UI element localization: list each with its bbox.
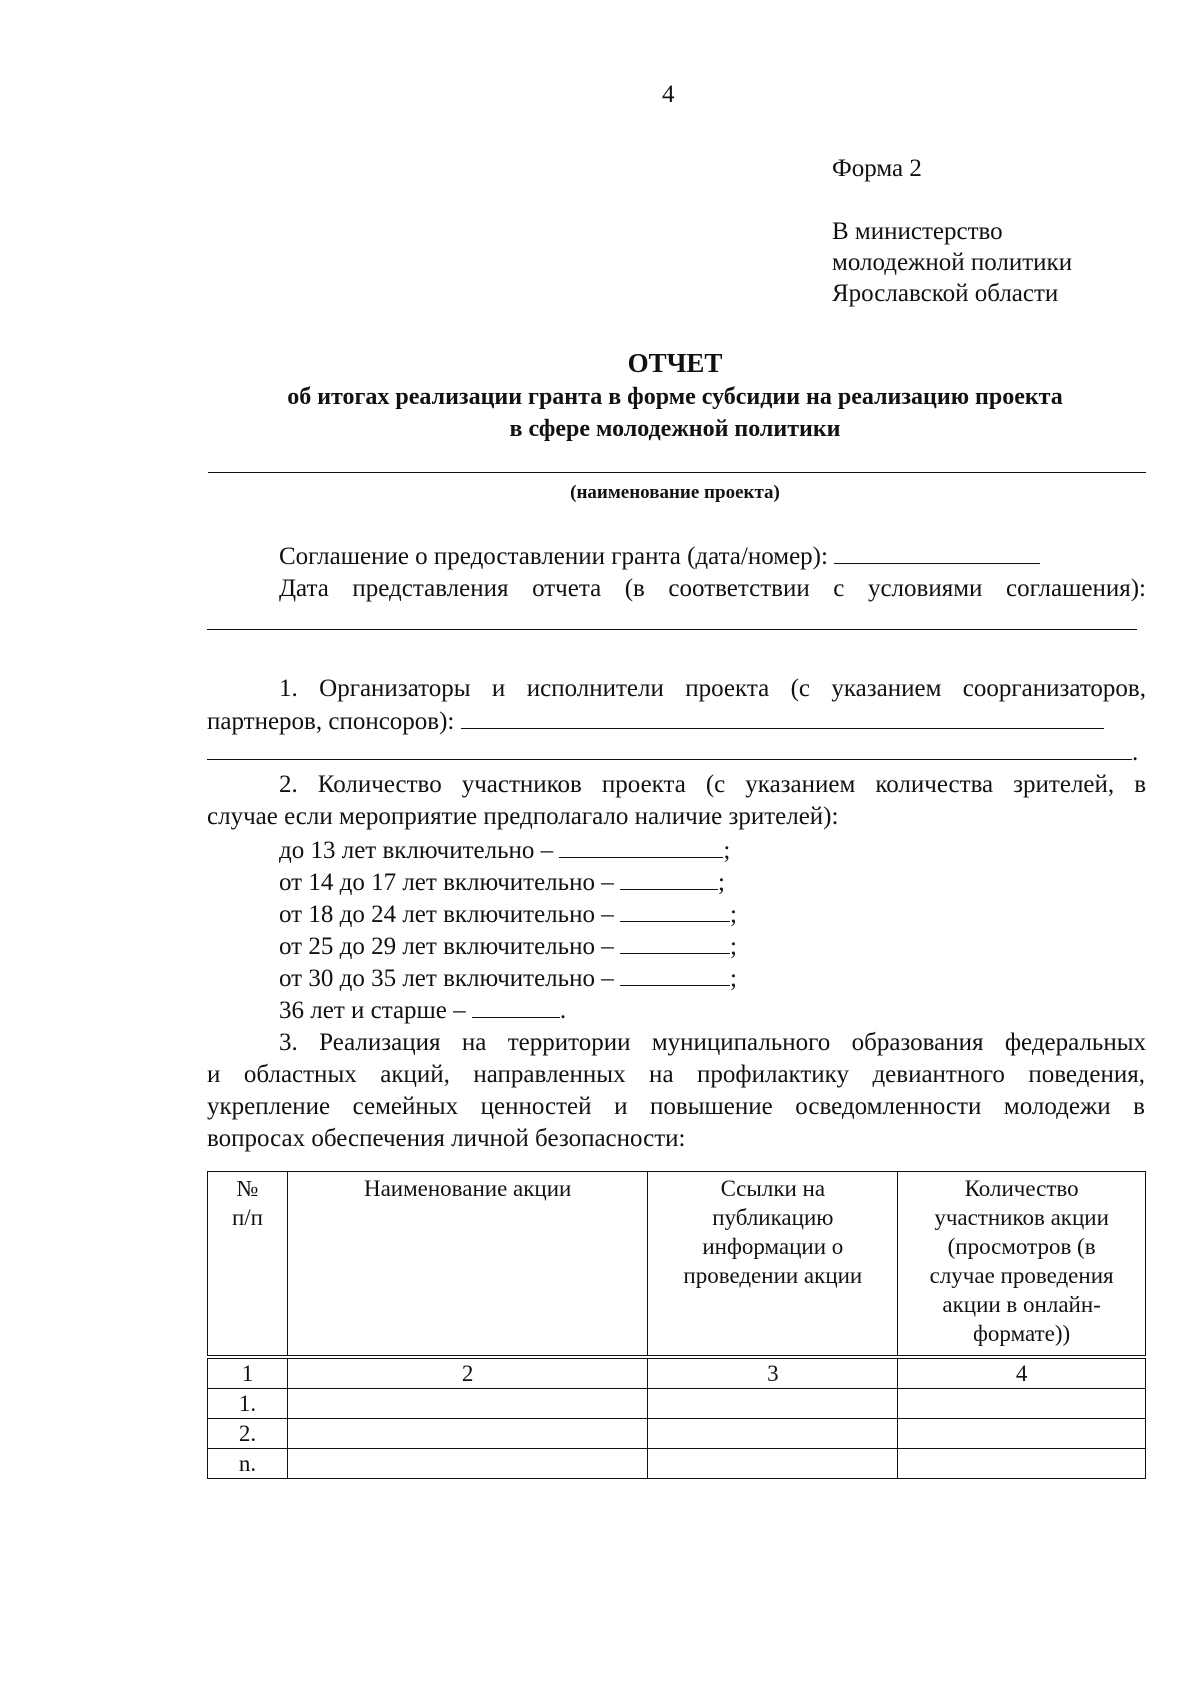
age-field[interactable] bbox=[620, 867, 718, 890]
section3-line-2: и областных акций, направленных на профилактику девиантного поведения, bbox=[207, 1061, 1145, 1088]
header-action-name: Наименование акции bbox=[287, 1172, 648, 1358]
table-row bbox=[208, 1389, 1146, 1419]
document-subtitle-line-2: в сфере молодежной политики bbox=[509, 416, 841, 442]
age-end: . bbox=[559, 997, 567, 1024]
age-label: 36 лет и старше – bbox=[279, 997, 466, 1024]
age-label: от 14 до 17 лет включительно – bbox=[279, 869, 614, 896]
section1-end-mark: . bbox=[1132, 739, 1139, 766]
age-field[interactable] bbox=[620, 931, 730, 954]
agreement-label: Соглашение о предоставлении гранта (дата/номер): bbox=[279, 543, 828, 570]
age-label: от 25 до 29 лет включительно – bbox=[279, 933, 614, 960]
links-cell[interactable] bbox=[648, 1389, 898, 1419]
column-number: 4 bbox=[898, 1357, 1146, 1389]
participants-cell[interactable] bbox=[898, 1389, 1146, 1419]
section2-line-1: 2. Количество участников проекта (с указанием количества зрителей, в bbox=[279, 771, 1146, 798]
age-label: от 30 до 35 лет включительно – bbox=[279, 965, 614, 992]
age-row-3 bbox=[279, 899, 737, 930]
age-row-4 bbox=[279, 931, 737, 962]
column-number: 3 bbox=[648, 1357, 898, 1389]
action-name-cell[interactable] bbox=[287, 1389, 648, 1419]
addressee-line-3: Ярославской области bbox=[832, 280, 1059, 307]
section3-line-3: укрепление семейных ценностей и повышение осведомленности молодежи в bbox=[207, 1093, 1145, 1120]
form-label: Форма 2 bbox=[832, 155, 922, 182]
age-label: от 18 до 24 лет включительно – bbox=[279, 901, 614, 928]
table-row bbox=[208, 1419, 1146, 1449]
action-name-cell[interactable] bbox=[287, 1449, 648, 1479]
age-end: ; bbox=[717, 869, 725, 896]
age-field[interactable] bbox=[620, 899, 730, 922]
age-row-2 bbox=[279, 867, 725, 898]
report-date-label: Дата представления отчета (в соответствии с условиями соглашения): bbox=[279, 575, 1146, 602]
project-name-line[interactable] bbox=[208, 472, 1146, 473]
document-subtitle-line-1: об итогах реализации гранта в форме субсидии на реализацию проекта bbox=[287, 384, 1063, 410]
section3-line-4: вопросах обеспечения личной безопасности: bbox=[207, 1125, 686, 1152]
age-row-6 bbox=[279, 995, 566, 1026]
age-end: ; bbox=[729, 933, 737, 960]
agreement-row bbox=[279, 541, 1040, 572]
project-name-hint: (наименование проекта) bbox=[570, 482, 780, 503]
row-number: 2. bbox=[208, 1419, 288, 1449]
section1-label: партнеров, спонсоров): bbox=[207, 708, 455, 735]
table-header-row bbox=[208, 1172, 1146, 1358]
header-links: Ссылки на публикацию информации о проведении акции bbox=[648, 1172, 898, 1358]
age-row-5 bbox=[279, 963, 737, 994]
participants-cell[interactable] bbox=[898, 1419, 1146, 1449]
column-number: 2 bbox=[287, 1357, 648, 1389]
addressee-line-1: В министерство bbox=[832, 218, 1003, 245]
document-title: ОТЧЕТ bbox=[627, 348, 723, 378]
report-date-field[interactable] bbox=[207, 629, 1137, 630]
header-participants: Количество участников акции (просмотров (в случае проведения акции в онлайн- формате)) bbox=[898, 1172, 1146, 1358]
links-cell[interactable] bbox=[648, 1419, 898, 1449]
page-number: 4 bbox=[662, 81, 675, 108]
organizers-field-1[interactable] bbox=[461, 706, 1104, 729]
row-number: n. bbox=[208, 1449, 288, 1479]
age-field[interactable] bbox=[472, 995, 560, 1018]
organizers-field-2[interactable] bbox=[207, 737, 1132, 760]
participants-cell[interactable] bbox=[898, 1449, 1146, 1479]
column-numbers-row bbox=[208, 1357, 1146, 1389]
row-number: 1. bbox=[208, 1389, 288, 1419]
age-row-1 bbox=[279, 835, 730, 866]
age-field[interactable] bbox=[559, 835, 723, 858]
age-end: ; bbox=[729, 965, 737, 992]
section2-line-2: случае если мероприятие предполагало наличие зрителей): bbox=[207, 803, 839, 830]
section1-line-1: 1. Организаторы и исполнители проекта (с указанием соорганизаторов, bbox=[279, 675, 1146, 702]
age-end: ; bbox=[723, 837, 731, 864]
age-label: до 13 лет включительно – bbox=[279, 837, 554, 864]
agreement-field[interactable] bbox=[834, 541, 1040, 564]
actions-table bbox=[207, 1171, 1146, 1479]
action-name-cell[interactable] bbox=[287, 1419, 648, 1449]
section1-line-3 bbox=[207, 737, 1138, 768]
links-cell[interactable] bbox=[648, 1449, 898, 1479]
column-number: 1 bbox=[208, 1357, 288, 1389]
section1-line-2 bbox=[207, 706, 1104, 737]
addressee-line-2: молодежной политики bbox=[832, 249, 1073, 276]
table-row bbox=[208, 1449, 1146, 1479]
age-field[interactable] bbox=[620, 963, 730, 986]
age-end: ; bbox=[729, 901, 737, 928]
header-number: № п/п bbox=[208, 1172, 288, 1358]
section3-line-1: 3. Реализация на территории муниципального образования федеральных bbox=[279, 1029, 1146, 1056]
